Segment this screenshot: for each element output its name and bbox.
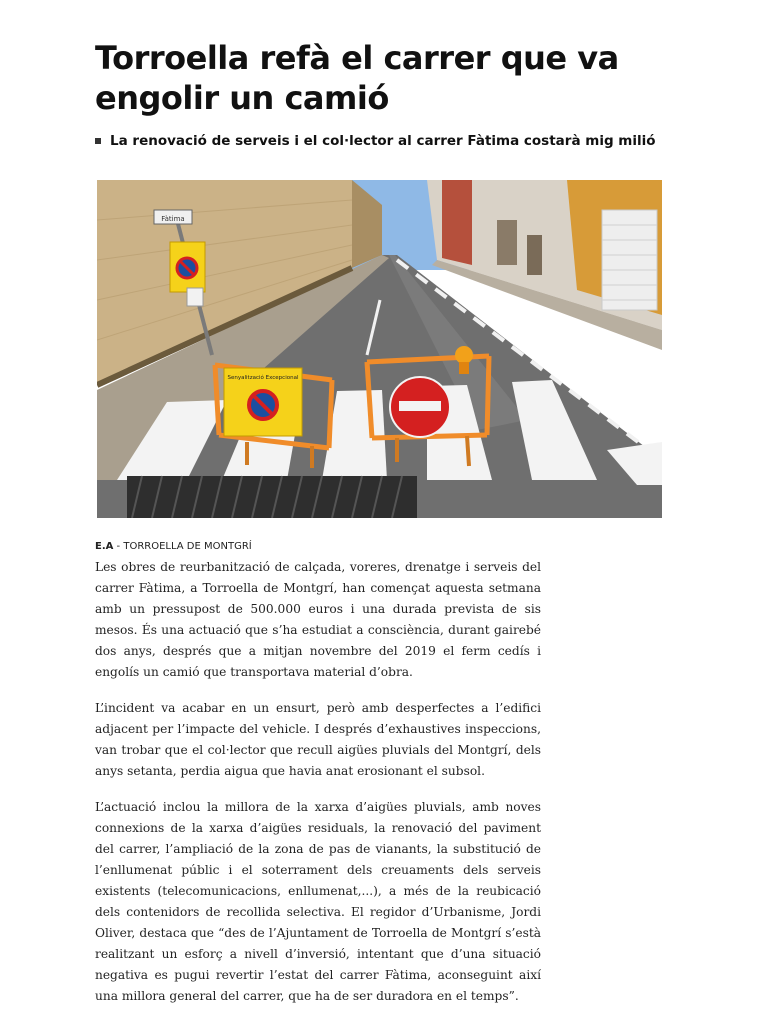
byline <box>95 541 252 552</box>
paragraph-1: Les obres de reurbanització de calçada, voreres, drenatge i serveis del carrer Fàtima, a Torroella de Montgrí, han començat aquesta setmana amb un pressupost de 500.000 euros i una durada prevista de sis mesos. És una actuació que s’ha estudiat a consciència, durant gairebé dos anys, després que a mitjan novembre del 2019 el ferm cedís i engolís un camió que transportava material d’obra. <box>95 560 541 679</box>
article-photo <box>97 180 662 518</box>
byline-separator: - <box>113 541 124 552</box>
location: TORROELLA DE MONTGRÍ <box>123 541 252 552</box>
paragraph-2: L’incident va acabar en un ensurt, però amb desperfectes a l’edifici adjacent per l’impacte del vehicle. I després d’exhaustives inspeccions, van trobar que el col·lector que recull aigües pluvials del Montgrí, dels anys setanta, perdia aigua que havia anat erosionant el subsol. <box>95 701 541 778</box>
headline: Torroella refà el carrer que va engolir un camió <box>95 39 619 117</box>
paragraph-3: L’actuació inclou la millora de la xarxa d’aigües pluvials, amb noves connexions de la xarxa d’aigües residuals, la renovació del paviment del carrer, l’ampliació de la zona de pas de vianants, la substitució de l’enllumenat públic i el soterrament dels creuaments dels serveis existents (telecomunicacions, enllumenat,...), a més de la reubicació dels contenidors de recollida selectiva. El regidor d’Urbanisme, Jordi Oliver, destaca que “des de l’Ajuntament de Torroella de Montgrí s’està realitzant un esforç a nivell d’inversió, intentant que d’una situació negativa es pugui revertir l’estat del carrer Fàtima, aconseguint així una millora general del carrer, que ha de ser duradora en el temps”. <box>95 800 541 1003</box>
subheadline-text: La renovació de serveis i el col·lector al carrer Fàtima costarà mig milió <box>110 133 656 149</box>
author: E.A <box>95 541 114 552</box>
street-sign-text: Fàtima <box>161 215 185 223</box>
barrier-sign-text: Senyalització Excepcional <box>227 375 299 381</box>
bullet-square-icon <box>95 138 101 144</box>
subheadline <box>95 133 715 149</box>
